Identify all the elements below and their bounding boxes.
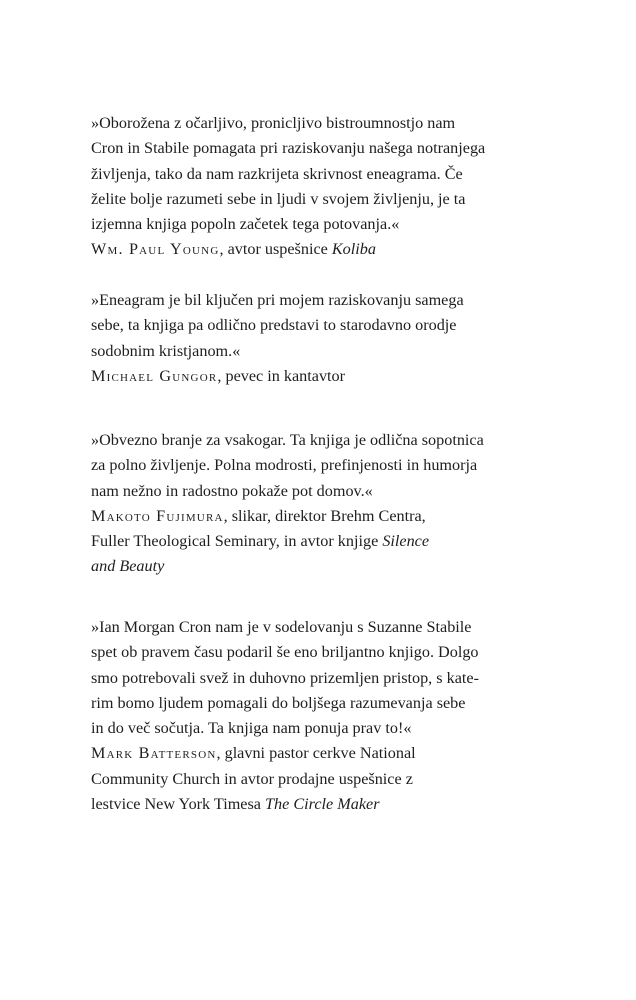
quote-line: sodobnim kristjanom.« (91, 341, 241, 360)
quote-line: Cron in Stabile pomagata pri raziskovanju našega notranjega (91, 139, 486, 158)
quote-line: »Oborožena z očarljivo, pronicljivo bistroumnostjo nam (91, 114, 456, 132)
quote-line: sebe, ta knjiga pa odlično predstavi to starodavno orodje (91, 316, 457, 335)
quote-line: »Obvezno branje za vsakogar. Ta knjiga je odlična sopotnica (91, 431, 484, 449)
quote-line: »Ian Morgan Cron nam je v sodelovanju s Suzanne Stabile (91, 618, 472, 636)
quote-line: in do več sočutja. Ta knjiga nam ponuja prav to!« (91, 719, 412, 738)
author-name: Mark Batterson (91, 744, 217, 763)
attribution-line (91, 237, 551, 262)
endorsement (91, 111, 551, 263)
quote-line: želite bolje razumeti sebe in ljudi v svojem življenju, je ta (91, 189, 466, 208)
endorsement (91, 288, 551, 389)
quote-line: izjemna knjiga popoln začetek tega potovanja.« (91, 215, 400, 234)
attribution-text: , avtor uspešnice (219, 240, 332, 259)
quote-line: za polno življenje. Polna modrosti, prefinjenosti in humorja (91, 456, 478, 475)
quote-line: spet ob pravem času podaril še eno briljantno knjigo. Dolgo (91, 643, 479, 662)
author-name: Michael Gungor (91, 366, 218, 385)
attribution-line (91, 792, 551, 817)
author-name: Wm. Paul Young (91, 240, 220, 259)
book-title: Koliba (331, 240, 376, 259)
quote-line: nam nežno in radostno pokaže pot domov.« (91, 481, 373, 500)
endorsement (91, 428, 551, 580)
attribution-line (91, 554, 551, 579)
endorsement (91, 615, 551, 817)
book-title: and Beauty (91, 557, 165, 576)
attribution-text: , pevec in kantavtor (217, 366, 346, 385)
attribution-line (91, 504, 551, 529)
attribution-text: lestvice New York Timesa (91, 795, 266, 814)
quote-line: smo potrebovali svež in duhovno prizemljen pristop, s kate- (91, 668, 479, 687)
attribution-line (91, 364, 551, 389)
author-name: Makoto Fujimura (91, 506, 224, 525)
attribution-line (91, 767, 551, 792)
attribution-line (91, 741, 551, 766)
quote-line: »Eneagram je bil ključen pri mojem raziskovanju samega (91, 291, 464, 309)
attribution-text: Fuller Theological Seminary, in avtor knjige (91, 532, 383, 551)
attribution-text: , glavni pastor cerkve National (216, 744, 416, 763)
quote-line: življenja, tako da nam razkrijeta skrivnost eneagrama. Če (91, 164, 463, 183)
attribution-text: Community Church in avtor prodajne uspešnice z (91, 769, 413, 788)
book-title: Silence (382, 532, 430, 551)
book-title: The Circle Maker (265, 795, 380, 814)
attribution-line (91, 529, 551, 554)
attribution-text: , slikar, direktor Brehm Centra, (223, 506, 426, 525)
quote-line: rim bomo ljudem pomagali do boljšega razumevanja sebe (91, 693, 466, 712)
